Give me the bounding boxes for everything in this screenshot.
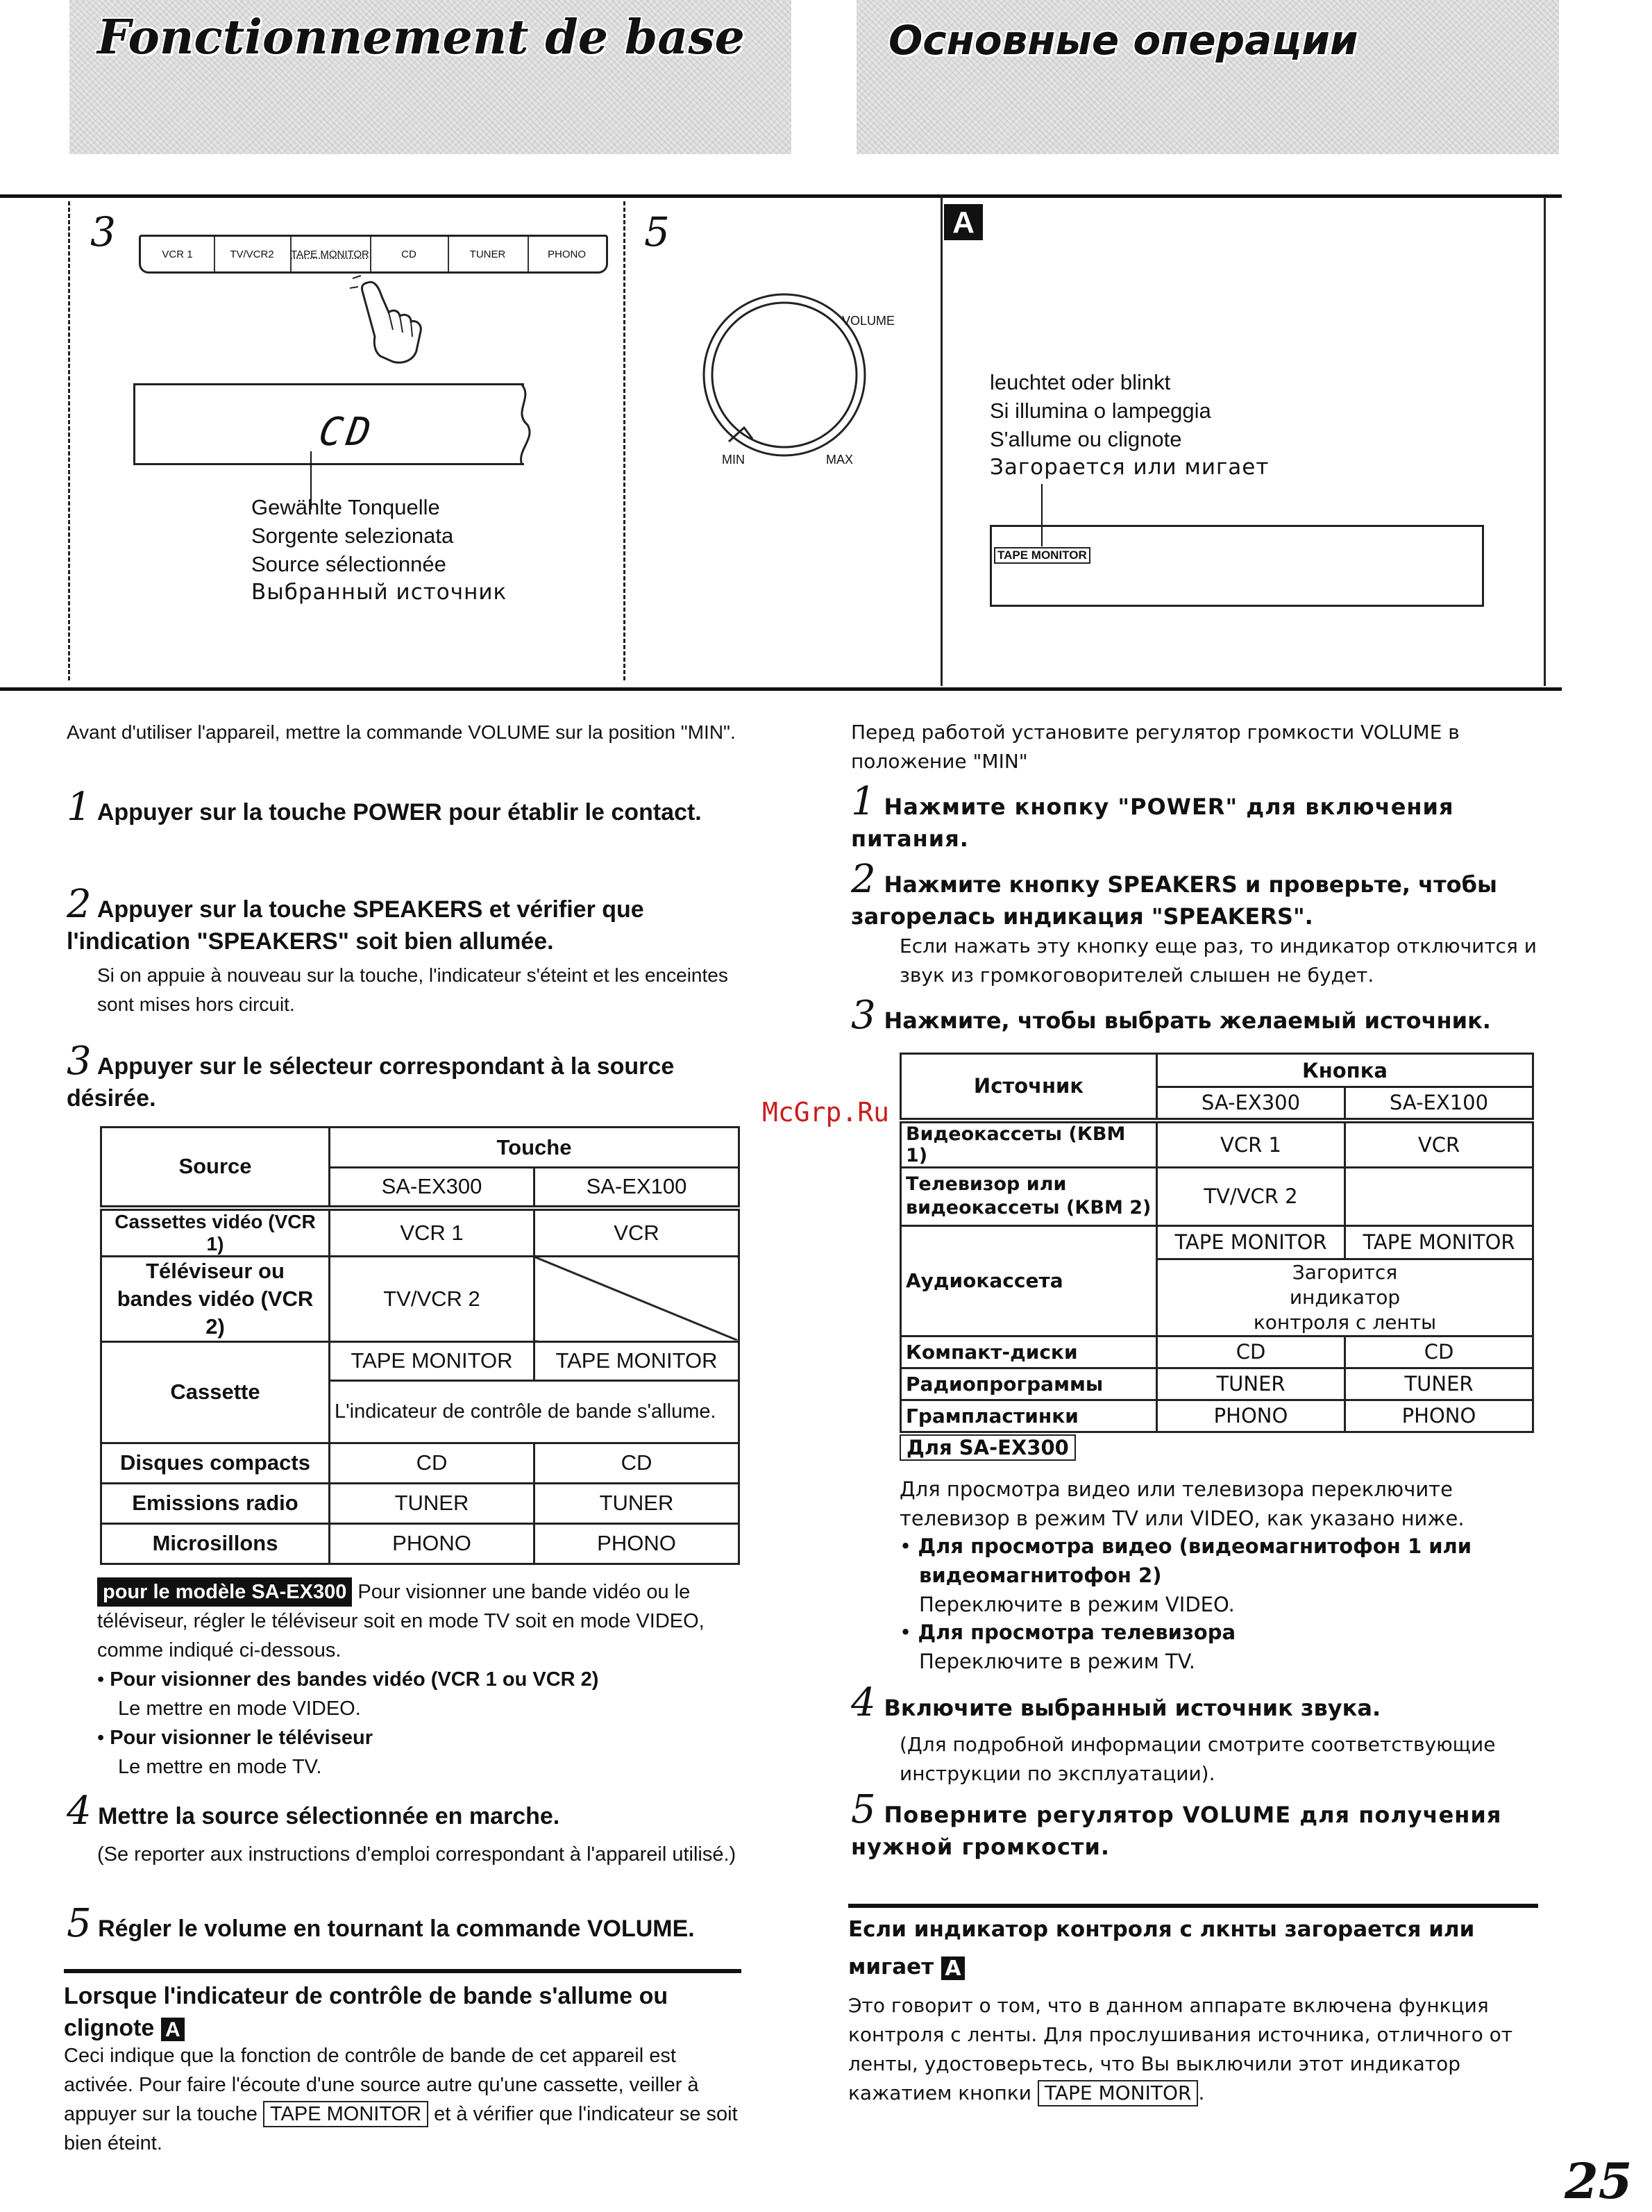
ru-step-3 (851, 993, 1545, 1038)
ru-note-body (848, 1991, 1538, 2108)
fr-row-vcr1-ex100: VCR (534, 1208, 739, 1257)
fr-step-1 (67, 785, 740, 830)
fr-note-body-1: Ceci indique que la fonction de contrôle de bande de cet appareil est activée. Pour faire l'écoute d'une source autre qu'une cassette, veiller à appuyer sur la touche (64, 2045, 699, 2125)
ru-intro: Перед работой установите регулятор громкости VOLUME в положение "MIN" (851, 721, 1460, 773)
ru-step-2-num: 2 (851, 857, 876, 902)
source-label-de: Gewählte Tonquelle (251, 495, 440, 519)
ru-source-table (900, 1053, 1534, 1433)
ru-step-5-text: Поверните регулятор VOLUME для получения нужной громкости. (851, 1802, 1502, 1860)
fr-row-radio-label: Emissions radio (101, 1483, 330, 1523)
fr-step-1-text: Appuyer sur la touche POWER pour établir le contact. (96, 799, 702, 826)
fr-step-3-num: 3 (67, 1039, 92, 1084)
fr-model-text: Pour visionner une bande vidéo ou le téléviseur, régler le téléviseur soit en mode TV soit en mode VIDEO, comme indiqué ci-dessous. (97, 1581, 705, 1661)
selector-tuner-button[interactable]: TUNER (448, 237, 529, 271)
ru-note-rule (848, 1904, 1538, 1908)
ru-bullet-1-text: Переключите в режим VIDEO. (919, 1593, 1235, 1616)
ru-bullet-2-head: Для просмотра телевизора (918, 1620, 1236, 1644)
ru-note-heading (848, 1911, 1538, 1986)
ru-bullet-1-head: Для просмотра видео (видеомагнитофон 1 или видеомагнитофон 2) (918, 1534, 1472, 1587)
fr-bullet-1: • Pour visionner des bandes vidéo (VCR 1 ou VCR 2) Le mettre en mode VIDEO. (97, 1668, 599, 1720)
fr-step-3 (67, 1039, 740, 1114)
ru-row-cassette-label: Аудиокассета (901, 1225, 1157, 1336)
ru-row-cassette-ex100: TAPE MONITOR (1345, 1225, 1533, 1259)
fr-row-cd-label: Disques compacts (101, 1443, 330, 1483)
fr-step-2 (67, 882, 740, 957)
ru-step-4-text: Включите выбранный источник звука. (884, 1695, 1381, 1721)
watermark-text: McGrp.Ru (762, 1097, 890, 1128)
page-number: 25 (1565, 2152, 1633, 2210)
source-label-ru: Выбранный источник (251, 580, 507, 605)
ru-step-4-num: 4 (851, 1680, 876, 1725)
ru-row-vcr1-ex100: VCR (1345, 1121, 1533, 1168)
fr-row-radio-ex300: TUNER (330, 1483, 534, 1523)
fr-row-phono-label: Microsillons (101, 1523, 330, 1564)
fr-row-phono-ex300: PHONO (330, 1523, 534, 1564)
selector-tvvcr2-button[interactable]: TV/VCR2 (214, 237, 292, 271)
fr-step-5-num: 5 (67, 1901, 92, 1946)
fr-step-2-num: 2 (67, 882, 92, 927)
ru-row-cd-label: Компакт-диски (901, 1336, 1157, 1368)
fr-row-cd-ex100: CD (534, 1443, 739, 1483)
header-band-ru (857, 0, 1559, 154)
fr-note-tape-monitor-key: TAPE MONITOR (263, 2101, 428, 2127)
ru-row-vcr2-label: Телевизор или видеокассеты (КВМ 2) (901, 1167, 1157, 1225)
fr-bullet-1-text: Le mettre en mode VIDEO. (118, 1698, 361, 1720)
fr-step-3-text: Appuyer sur le sélecteur correspondant à la source désirée. (67, 1053, 675, 1112)
ru-row-phono-label: Грампластинки (901, 1400, 1157, 1432)
fr-th-touche: Touche (330, 1128, 739, 1168)
fr-row-radio-ex100: TUNER (534, 1483, 739, 1523)
ru-row-phono-ex300: PHONO (1157, 1400, 1345, 1432)
source-label-group (251, 493, 507, 607)
fr-step-4-text: Mettre la source sélectionnée en marche. (98, 1803, 560, 1829)
ru-step-2 (851, 857, 1545, 932)
ru-th-ex300: SA-EX300 (1157, 1087, 1345, 1121)
fr-bullet-2-text: Le mettre en mode TV. (118, 1756, 322, 1778)
fr-row-phono-ex100: PHONO (534, 1523, 739, 1564)
ru-note-heading-text: Если индикатор контроля с лкнты загорается или мигает (848, 1917, 1475, 1979)
fr-th-ex300: SA-EX300 (330, 1168, 534, 1208)
source-label-fr: Source sélectionnée (251, 552, 446, 576)
ru-step-3-num: 3 (851, 993, 876, 1038)
selector-cd-button[interactable]: CD (370, 237, 449, 271)
fr-step-5-text: Régler le volume en tournant la commande VOLUME. (98, 1916, 695, 1942)
fr-row-vcr1-label: Cassettes vidéo (VCR 1) (101, 1208, 330, 1257)
fr-th-source: Source (101, 1128, 330, 1208)
display-readout: CD (316, 410, 378, 455)
ru-row-cassette-note: Загорится индикатор контроля с ленты (1157, 1259, 1533, 1336)
ru-row-radio-ex300: TUNER (1157, 1368, 1345, 1400)
source-selector-strip (139, 235, 608, 274)
ru-note-a-badge: A (941, 1957, 965, 1980)
fr-note-heading (64, 1980, 741, 2044)
display-panel-edge-icon (514, 383, 534, 465)
fr-step-5 (67, 1901, 754, 1946)
fr-note-body-2: et à vérifier que l'indicateur se soit bien éteint. (64, 2103, 738, 2154)
fr-note-a-badge: A (161, 2018, 185, 2041)
selector-vcr1-button[interactable]: VCR 1 (141, 237, 215, 271)
indicator-label-ru: Загорается или мигает (990, 455, 1270, 480)
source-label-it: Sorgente selezionata (251, 523, 454, 548)
ru-th-ex100: SA-EX100 (1345, 1087, 1533, 1121)
fr-note-heading-text: Lorsque l'indicateur de contrôle de bande s'allume ou clignote (64, 1983, 668, 2041)
fr-bullet-2-head: Pour visionner le téléviseur (110, 1727, 373, 1749)
ru-bullet-1: • Для просмотра видео (видеомагнитофон 1 или видеомагнитофон 2) Переключите в режим VIDEO. (900, 1532, 1538, 1619)
fr-row-cassette-label: Cassette (101, 1341, 330, 1443)
ru-th-knopka: Кнопка (1157, 1054, 1533, 1087)
ru-th-source: Источник (901, 1054, 1157, 1121)
fr-th-ex100: SA-EX100 (534, 1168, 739, 1208)
indicator-label-group (990, 368, 1269, 482)
ru-step-1-text: Нажмите кнопку "POWER" для включения питания. (851, 794, 1454, 852)
ru-row-vcr2-ex300: TV/VCR 2 (1157, 1167, 1345, 1225)
ru-model-badge: Для SA-EX300 (900, 1434, 1076, 1461)
ru-row-cd-ex300: CD (1157, 1336, 1345, 1368)
selector-tape-monitor-button[interactable]: TAPE MONITOR (290, 237, 371, 271)
fr-row-cassette-ex300: TAPE MONITOR (330, 1341, 534, 1380)
ru-row-cassette-ex300: TAPE MONITOR (1157, 1225, 1345, 1259)
fr-row-vcr2-ex300: TV/VCR 2 (330, 1256, 534, 1341)
figure-step-5: 5 (644, 208, 670, 255)
fr-step-4 (67, 1788, 740, 1834)
fr-step-4-body: (Se reporter aux instructions d'emploi correspondant à l'appareil utilisé.) (97, 1843, 736, 1866)
fr-row-vcr1-ex300: VCR 1 (330, 1208, 534, 1257)
volume-max-label: MAX (826, 453, 854, 467)
ru-row-radio-ex100: TUNER (1345, 1368, 1533, 1400)
indicator-display (990, 525, 1484, 607)
fr-step-4-num: 4 (67, 1788, 92, 1834)
page-title-fr: Fonctionnement de base (97, 10, 745, 65)
figure-divider-left (68, 201, 70, 680)
ru-step-5 (851, 1787, 1545, 1863)
tape-monitor-indicator: TAPE MONITOR (994, 547, 1090, 564)
ru-step-2-text: Нажмите кнопку SPEAKERS и проверьте, чтобы загорелась индикация "SPEAKERS". (851, 871, 1497, 930)
ru-model-text: Для просмотра видео или телевизора переключите телевизор в режим TV или VIDEO, как указано ниже. (900, 1477, 1465, 1530)
indicator-label-fr: S'allume ou clignote (990, 427, 1182, 451)
ru-row-phono-ex100: PHONO (1345, 1400, 1533, 1432)
panel-a-badge: A (944, 204, 983, 240)
ru-row-vcr1-label: Видеокассеты (КВМ 1) (901, 1121, 1157, 1168)
figure-divider-mid (623, 201, 625, 680)
volume-min-label: MIN (722, 453, 745, 467)
fr-source-table (100, 1126, 740, 1565)
fr-step-2-text: Appuyer sur la touche SPEAKERS et vérifier que l'indication "SPEAKERS" soit bien allumée. (67, 896, 644, 955)
fr-note-rule (64, 1969, 741, 1973)
figure-bottom-rule (0, 687, 1562, 691)
indicator-label-de: leuchtet oder blinkt (990, 370, 1171, 394)
ru-step-4-body: (Для подробной информации смотрите соответствующие инструкции по эксплуатации). (900, 1733, 1496, 1785)
header-band-fr (69, 0, 791, 154)
indicator-label-it: Si illumina o lampeggia (990, 399, 1211, 423)
ru-step-2-body: Если нажать эту кнопку еще раз, то индикатор отключится и звук из громкоговорителей слышен не будет. (900, 935, 1537, 987)
ru-step-3-text: Нажмите, чтобы выбрать желаемый источник. (884, 1007, 1491, 1034)
fr-intro: Avant d'utiliser l'appareil, mettre la commande VOLUME sur la position "MIN". (67, 721, 736, 743)
ru-model-badge-wrap (900, 1433, 1076, 1462)
fr-model-note (97, 1577, 743, 1665)
ru-step-1-num: 1 (851, 779, 876, 824)
fr-bullet-1-head: Pour visionner des bandes vidéo (VCR 1 ou VCR 2) (110, 1668, 599, 1691)
ru-note-body-text: Это говорит о том, что в данном аппарате включена функция контроля с ленты. Для прослушивания источника, отличного от ленты, удостоверьтесь, что Вы выключили этот индикатор кажатием кнопки (848, 1994, 1513, 2104)
ru-note-tape-monitor-key: TAPE MONITOR (1038, 2080, 1199, 2106)
fr-step-2-body: Si on appuie à nouveau sur la touche, l'indicateur s'éteint et les enceintes sont mises hors circuit. (97, 964, 728, 1015)
volume-label: VOLUME (842, 314, 895, 328)
ru-note-end: . (1198, 2081, 1205, 2104)
fr-note-body (64, 2041, 741, 2158)
ru-row-vcr1-ex300: VCR 1 (1157, 1121, 1345, 1168)
fr-row-cd-ex300: CD (330, 1443, 534, 1483)
ru-step-4 (851, 1680, 1545, 1725)
fr-row-cassette-note: L'indicateur de contrôle de bande s'allume. (330, 1380, 739, 1443)
fr-bullet-2: • Pour visionner le téléviseur Le mettre en mode TV. (97, 1727, 373, 1778)
fr-step-1-num: 1 (67, 785, 92, 830)
selector-phono-button[interactable]: PHONO (547, 248, 586, 260)
ru-step-1 (851, 779, 1545, 855)
ru-row-radio-label: Радиопрограммы (901, 1368, 1157, 1400)
fr-model-badge: pour le modèle SA-EX300 (97, 1577, 352, 1607)
fr-row-vcr2-label: Téléviseur ou bandes vidéo (VCR 2) (101, 1256, 330, 1341)
ru-bullet-2: • Для просмотра телевизора Переключите в режим TV. (900, 1618, 1538, 1676)
figure-step-3: 3 (90, 208, 116, 255)
ru-step-5-num: 5 (851, 1787, 876, 1832)
page-title-ru: Основные операции (888, 17, 1358, 64)
fr-row-cassette-ex100: TAPE MONITOR (534, 1341, 739, 1380)
fr-row-vcr2-ex100-na (534, 1256, 739, 1341)
pressing-hand-icon (347, 274, 444, 371)
ru-row-cd-ex100: CD (1345, 1336, 1533, 1368)
ru-bullet-2-text: Переключите в режим TV. (919, 1650, 1195, 1673)
ru-row-vcr2-ex100-empty (1345, 1167, 1533, 1225)
